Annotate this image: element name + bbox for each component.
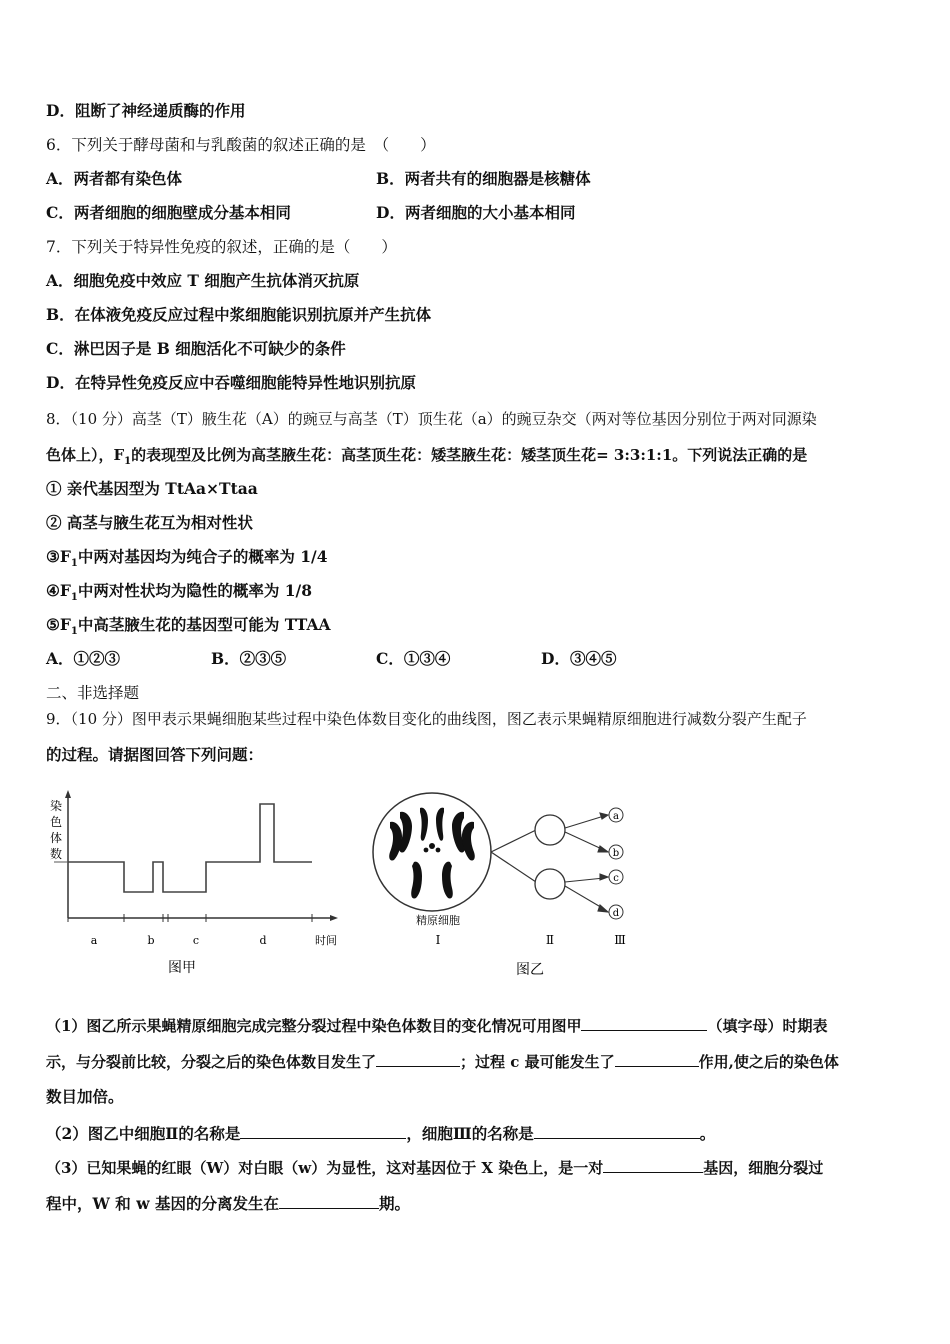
answer-blank[interactable] — [615, 1050, 699, 1067]
gamete-label: d — [612, 908, 620, 919]
gamete-label: a — [613, 811, 619, 822]
figure-yi-meiosis-diagram — [360, 784, 640, 984]
q8-option-b: B．②③⑤ — [211, 649, 287, 668]
q9-stem-line2: 的过程。请据图回答下列问题： — [46, 745, 264, 764]
q9-part3-line1: （3）已知果蝇的红眼（W）对白眼（w）为显性，这对基因位于 X 染色上，是一对 基因，细胞分裂过 — [46, 1156, 823, 1179]
q8-statement-1: ① 亲代基因型为 TtAa×Ttaa — [46, 479, 258, 498]
y-label-char: 体 — [49, 831, 63, 845]
x-axis-arrow — [330, 915, 338, 921]
y-axis-arrow — [65, 790, 71, 798]
answer-blank[interactable] — [534, 1122, 700, 1139]
section-heading: 二、非选择题 — [46, 684, 140, 702]
q8-stem-line1: 8．（10 分）高茎（T）腋生花（A）的豌豆与高茎（T）顶生花（a）的豌豆杂交（两对等位基因分别位于两对同源染 — [46, 410, 817, 428]
stage-label-1: Ⅰ — [435, 933, 441, 947]
q6-stem: 6．下列关于酵母菌和与乳酸菌的叙述正确的是 （ ） — [46, 136, 436, 154]
cell-label: 精原细胞 — [416, 914, 460, 927]
gamete-label: b — [612, 848, 620, 859]
answer-blank[interactable] — [279, 1192, 379, 1209]
figure-jia-caption: 图甲 — [168, 960, 196, 976]
q7-stem: 7．下列关于特异性免疫的叙述，正确的是（ ） — [46, 238, 397, 256]
y-label-char: 数 — [49, 847, 63, 861]
y-label-char: 色 — [49, 815, 63, 829]
q8-statement-4: $④F_1$中两对性状均为隐性的概率为 1/8 — [46, 581, 313, 604]
answer-blank[interactable] — [603, 1156, 703, 1173]
q8-option-a: A．①②③ — [46, 649, 121, 668]
q6-option-c: C．两者细胞的细胞壁成分基本相同 — [46, 203, 291, 222]
stage-label-3: Ⅲ — [614, 933, 626, 947]
q7-option-a: A．细胞免疫中效应 T 细胞产生抗体消灭抗原 — [46, 271, 360, 290]
secondary-spermatocyte-cell — [535, 815, 565, 845]
q9-part1-line1: （1）图乙所示果蝇精原细胞完成完整分裂过程中染色体数目的变化情况可用图甲 （填字母）时期表 — [46, 1014, 827, 1037]
segment-label-d: d — [259, 934, 267, 947]
segment-label-b: b — [147, 934, 155, 947]
y-label-char: 染 — [49, 799, 63, 813]
q7-option-b: B．在体液免疫反应过程中浆细胞能识别抗原并产生抗体 — [46, 305, 432, 324]
secondary-spermatocyte-cell — [535, 869, 565, 899]
segment-label-c: c — [192, 934, 200, 947]
q7-option-c: C．淋巴因子是 B 细胞活化不可缺少的条件 — [46, 339, 346, 358]
q9-part1-line3: 数目加倍。 — [46, 1087, 124, 1106]
q6-option-d: D．两者细胞的大小基本相同 — [376, 203, 576, 222]
q9-part3-line2: 程中，W 和 w 基因的分离发生在 期。 — [46, 1194, 410, 1213]
q7-option-d: D．在特异性免疫反应中吞噬细胞能特异性地识别抗原 — [46, 373, 416, 392]
answer-blank[interactable] — [581, 1014, 707, 1031]
segment-label-a: a — [90, 934, 98, 947]
branch-line — [491, 830, 536, 852]
q6-option-b: B．两者共有的细胞器是核糖体 — [376, 169, 591, 188]
q8-statement-5: $⑤F_1$中高茎腋生花的基因型可能为 TTAA — [46, 615, 331, 638]
q8-option-c: C．①③④ — [376, 649, 451, 668]
q9-part1-line2: 示，与分裂前比较，分裂之后的染色体数目发生了 ；过程 c 最可能发生了 作用,使之后的染色体 — [46, 1050, 839, 1073]
q9-stem-line1: 9．（10 分）图甲表示果蝇细胞某些过程中染色体数目变化的曲线图，图乙表示果蝇精原细胞进行减数分裂产生配子 — [46, 710, 807, 728]
q5-option-d: D．阻断了神经递质酶的作用 — [46, 101, 246, 120]
q8-statement-2: ② 高茎与腋生花互为相对性状 — [46, 513, 253, 532]
x-axis-label: 时间 — [315, 934, 337, 947]
branch-line — [491, 852, 536, 882]
q9-part2: （2）图乙中细胞Ⅱ的名称是 ，细胞Ⅲ的名称是 。 — [46, 1124, 716, 1143]
figure-jia-chromosome-graph — [46, 782, 346, 982]
figure-yi-caption: 图乙 — [516, 962, 544, 978]
stage-label-2: Ⅱ — [545, 933, 555, 947]
answer-blank[interactable] — [240, 1122, 406, 1139]
q6-option-a: A．两者都有染色体 — [46, 169, 183, 188]
q8-stem-line2: 色体上），$F_1$的表现型及比例为高茎腋生花：高茎顶生花：矮茎腋生花：矮茎顶生花= 3:3:1:1。下列说法正确的是 — [46, 446, 808, 467]
chromosome-number-curve — [68, 804, 312, 892]
q8-option-d: D．③④⑤ — [541, 649, 617, 668]
gamete-label: c — [613, 873, 619, 884]
answer-blank[interactable] — [376, 1050, 460, 1067]
q8-statement-3: $③F_1$中两对基因均为纯合子的概率为 1/4 — [46, 547, 328, 570]
